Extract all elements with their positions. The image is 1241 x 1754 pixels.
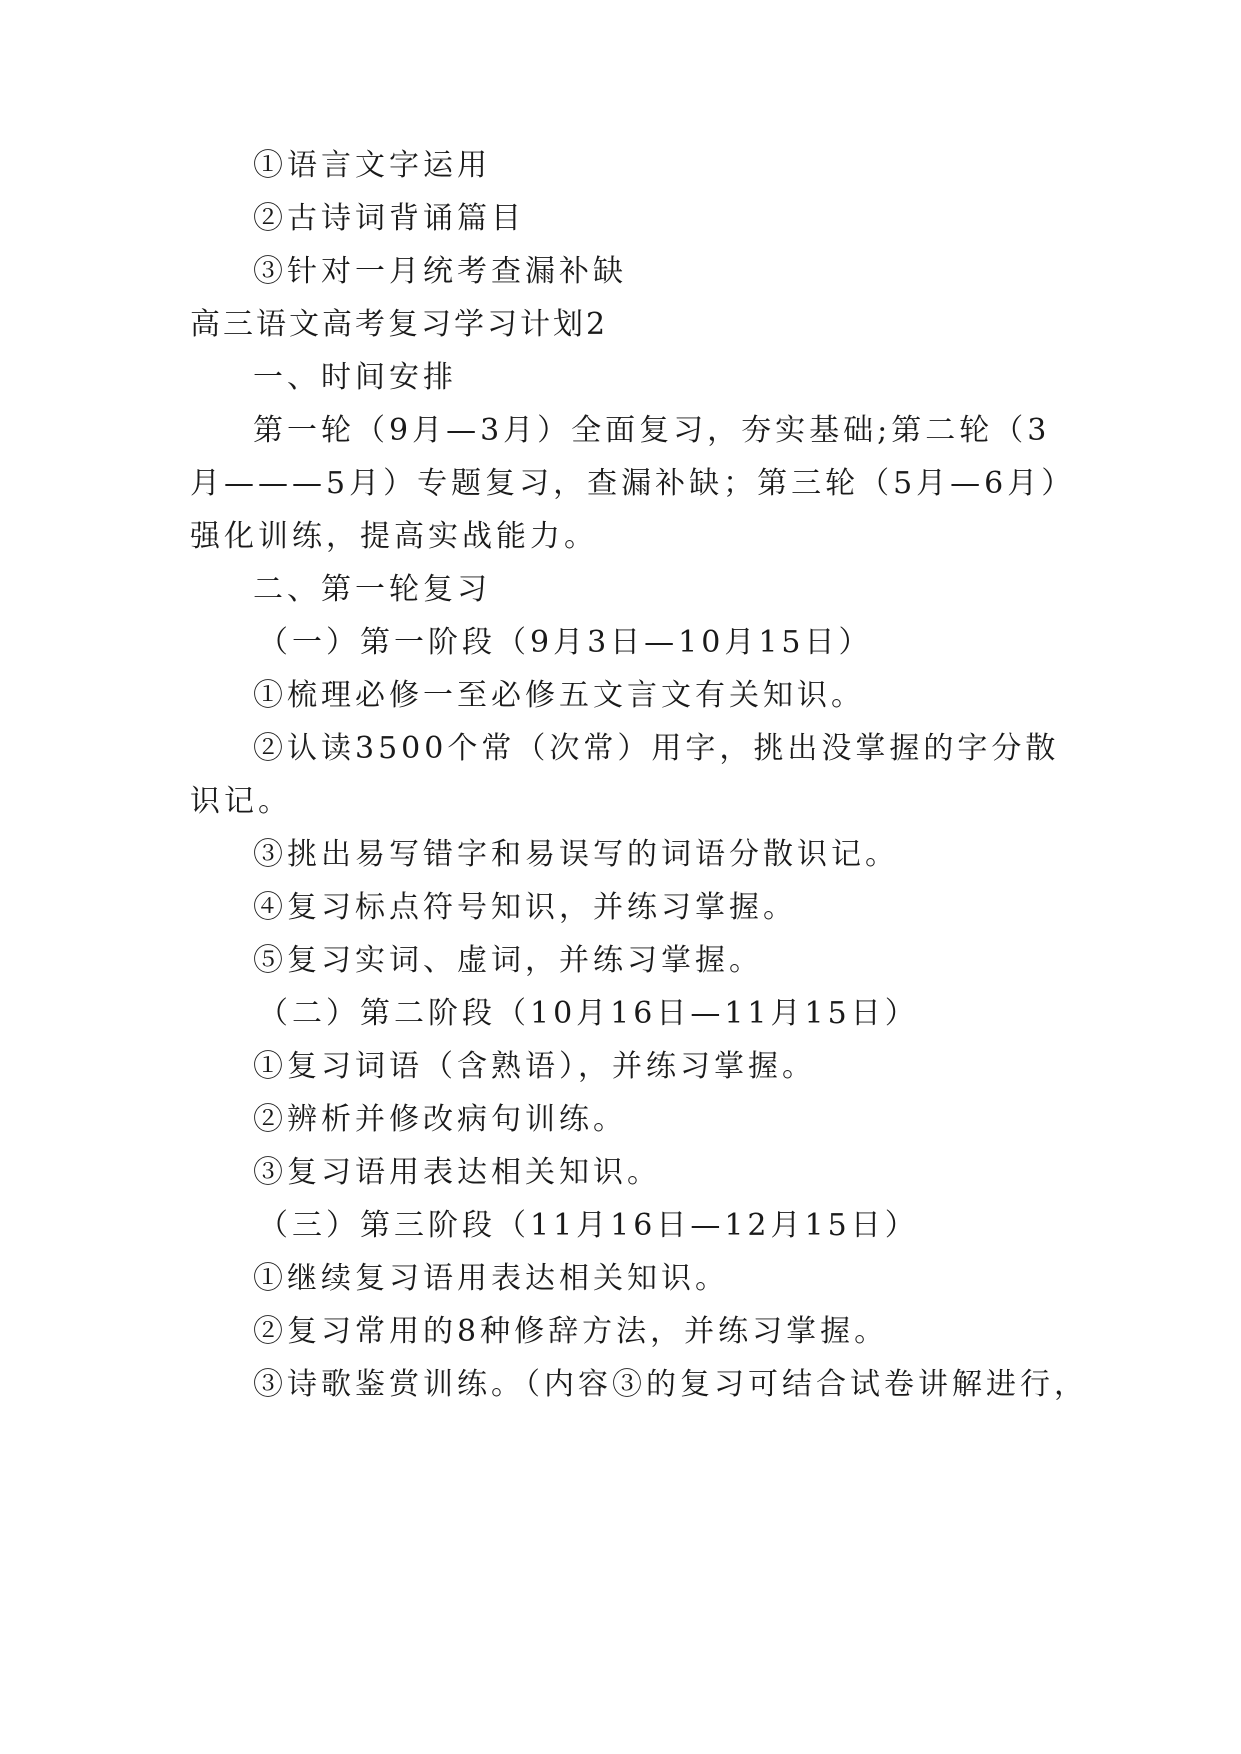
section-heading: 一、时间安排 bbox=[253, 360, 457, 395]
list-item: ①语言文字运用 bbox=[253, 148, 491, 183]
list-item: ①继续复习语用表达相关知识。 bbox=[253, 1261, 729, 1296]
paragraph-line: 强化训练，提高实战能力。 bbox=[190, 519, 598, 554]
list-item: ②认读3500个常（次常）用字，挑出没掌握的字分散 bbox=[253, 731, 1060, 766]
list-item: ③挑出易写错字和易误写的词语分散识记。 bbox=[253, 837, 899, 872]
list-item: ②复习常用的8种修辞方法，并练习掌握。 bbox=[253, 1314, 889, 1349]
list-item: ①复习词语（含熟语），并练习掌握。 bbox=[253, 1049, 816, 1084]
list-item: ②古诗词背诵篇目 bbox=[253, 201, 525, 236]
list-item: ③诗歌鉴赏训练。（内容③的复习可结合试卷讲解进行， bbox=[253, 1367, 1088, 1402]
section-heading: 二、第一轮复习 bbox=[253, 572, 491, 607]
list-item-continuation: 识记。 bbox=[190, 784, 292, 819]
list-item: ②辨析并修改病句训练。 bbox=[253, 1102, 627, 1137]
list-item: ⑤复习实词、虚词，并练习掌握。 bbox=[253, 943, 763, 978]
paragraph-line: 第一轮（9月—3月）全面复习，夯实基础;第二轮（3 bbox=[253, 413, 1051, 448]
stage-heading: （三）第三阶段（11月16日—12月15日） bbox=[258, 1208, 919, 1243]
stage-heading: （一）第一阶段（9月3日—10月15日） bbox=[258, 625, 873, 660]
stage-heading: （二）第二阶段（10月16日—11月15日） bbox=[258, 996, 919, 1031]
paragraph-line: 月———5月）专题复习，查漏补缺；第三轮（5月—6月） bbox=[190, 466, 1076, 501]
list-item: ④复习标点符号知识，并练习掌握。 bbox=[253, 890, 797, 925]
document-title: 高三语文高考复习学习计划2 bbox=[190, 307, 609, 342]
list-item: ③复习语用表达相关知识。 bbox=[253, 1155, 661, 1190]
list-item: ③针对一月统考查漏补缺 bbox=[253, 254, 627, 289]
list-item: ①梳理必修一至必修五文言文有关知识。 bbox=[253, 678, 865, 713]
